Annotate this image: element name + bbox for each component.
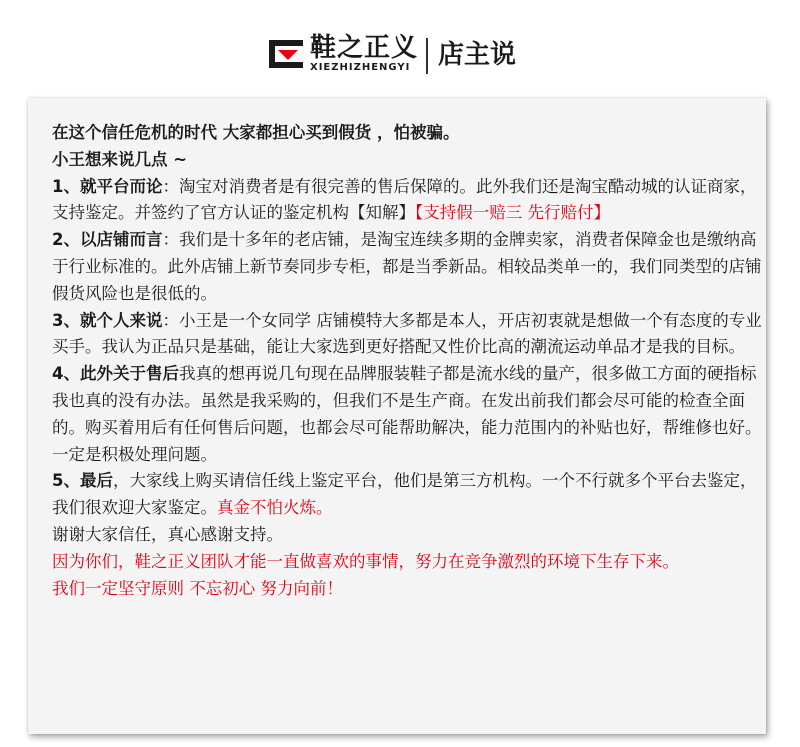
point-5-highlight: 真金不怕火炼。 [217,498,333,518]
point-5 [52,468,762,522]
statement-text [52,120,762,602]
point-2-heading: 2、以店铺而言 [52,230,163,250]
point-4-body: 我真的想再说几句现在品牌服装鞋子都是流水线的量产，很多做工方面的硬指标我也真的没有办法。虽然是我采购的，但我们不是生产商。在发出前我们都会尽可能的检查全面的。购买着用后有任何售后问题，也都会尽可能帮助解决，能力范围内的补贴也好，帮维修也好。一定是积极处理问题。 [52,364,762,464]
closing-line-2: 我们一定坚守原则 不忘初心 努力向前！ [52,578,343,598]
brand-name: 鞋之正义 [310,33,419,63]
point-3-body: ：小王是一个女同学 店铺模特大多都是本人，开店初衷就是想做一个有态度的专业买手。我认为正品只是基础，能让大家选到更好搭配又性价比高的潮流运动单品才是我的目标。 [52,310,762,357]
brand-pinyin: XIEZHIZHENGYI [310,62,411,73]
brand-logo-icon [268,34,308,74]
section-title: 店主说 [438,40,517,70]
point-2 [52,227,762,307]
intro-line-1: 在这个信任危机的时代 大家都担心买到假货 ，怕被骗。 [52,123,460,142]
point-1-body: ：淘宝对消费者是有很完善的售后保障的。此外我们还是淘宝酷动城的认证商家，支持鉴定。并签约了官方认证的鉴定机构【知解】 [52,176,757,223]
point-4 [52,361,762,468]
point-5-heading: 5、最后 [52,471,113,491]
point-4-heading: 4、此外关于售后 [52,364,179,384]
thanks-line: 谢谢大家信任，真心感谢支持。 [52,524,283,544]
point-1 [52,174,762,228]
point-2-body: ：我们是十多年的老店铺，是淘宝连续多期的金牌卖家，消费者保障金也是缴纳高于行业标准的。此外店铺上新节奏同步专柜，都是当季新品。相较品类单一的，我们同类型的店铺假货风险也是很低的。 [52,230,762,303]
point-1-heading: 1、就平台而论 [52,176,163,196]
closing-line-1: 因为你们，鞋之正义团队才能一直做喜欢的事情，努力在竞争激烈的环境下生存下来。 [52,551,679,571]
brand-block [310,34,418,74]
intro-line-2: 小王想来说几点 ~ [52,149,188,169]
page-header [0,0,800,90]
point-3 [52,308,762,362]
point-1-highlight: 【支持假一赔三 先行赔付】 [415,203,610,223]
header-divider [426,38,428,74]
point-5-body: ，大家线上购买请信任线上鉴定平台，他们是第三方机构。一个不行就多个平台去鉴定，我们很欢迎大家鉴定。 [52,471,757,518]
point-3-heading: 3、就个人来说 [52,310,163,330]
